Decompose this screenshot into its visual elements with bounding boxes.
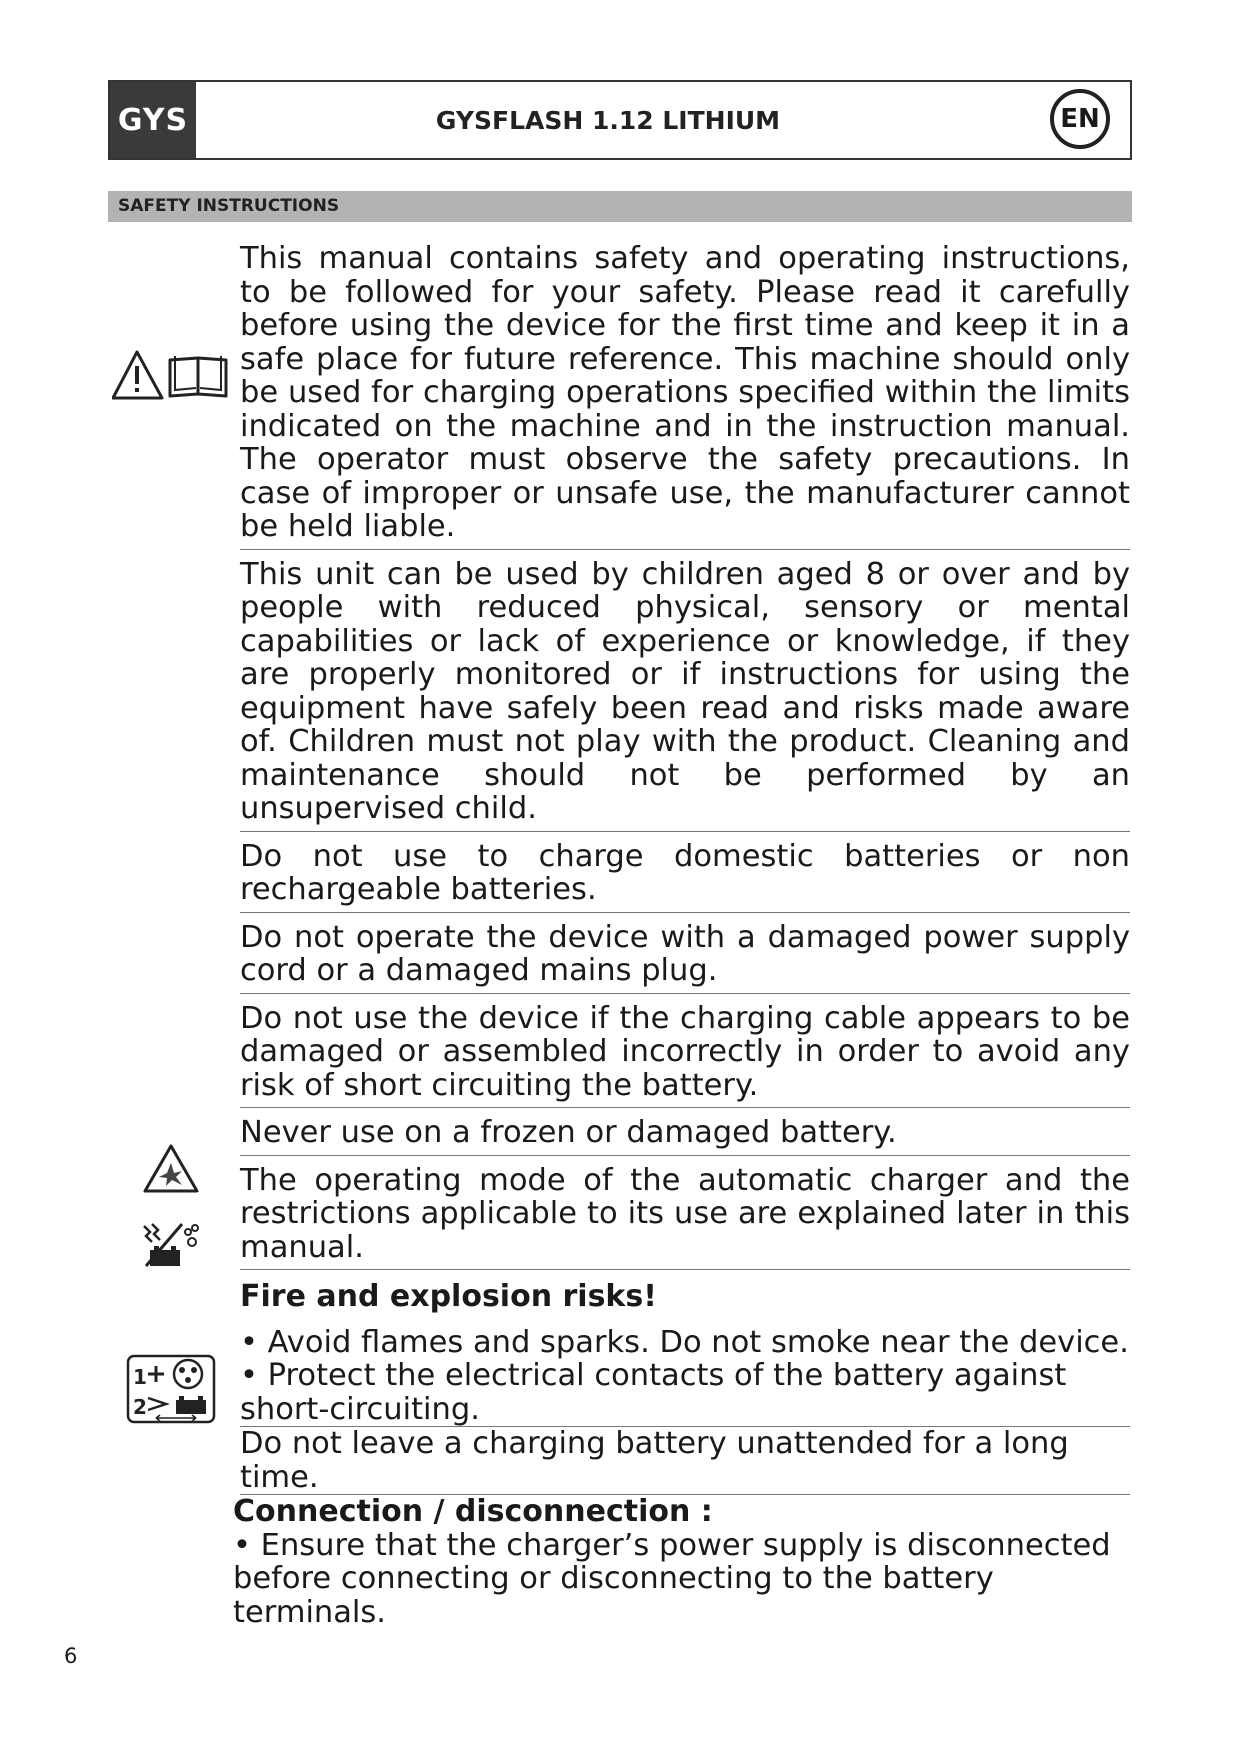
fire-bullet-short-circuit: • Protect the electrical contacts of the battery against short-circuiting. [240, 1359, 1130, 1427]
fire-risk-section [240, 1278, 1130, 1495]
children-notice-block [240, 558, 1130, 832]
icon-step-1: 1 [133, 1365, 147, 1389]
safety-instructions-body [233, 241, 1130, 1630]
explosion-warning-icon [142, 1143, 200, 1195]
document-header [108, 80, 1132, 160]
page-number: 6 [64, 1644, 78, 1668]
no-flames-sparks-icon [140, 1220, 204, 1270]
paragraph-power-cord: Do not operate the device with a damaged power supply cord or a damaged mains plug. [240, 919, 1130, 988]
connection-sequence-icon [126, 1354, 216, 1424]
battery-type-notice-block [240, 840, 1130, 913]
paragraph-manual-notice: This manual contains safety and operating instructions, to be followed for your safety. Please read it carefully before using the device for the first time and keep it in a safe place for future reference. This machine should only be used for charging operations specified within the limits indicated on the machine and in the instruction manual. The operator must observe the safety precautions. In case of improper or unsafe use, the manufacturer cannot be held liable. [240, 241, 1130, 544]
icon-step-2: 2 [133, 1395, 147, 1419]
fire-risk-title: Fire and explosion risks! [240, 1279, 657, 1314]
connection-title: Connection / disconnection : [233, 1494, 713, 1529]
fire-bullet-flames: • Avoid flames and sparks. Do not smoke near the device. [240, 1324, 1129, 1360]
power-cord-notice-block [240, 921, 1130, 994]
connection-bullet: • Ensure that the charger’s power supply is disconnected before connecting or disconnecting to the battery terminals. [233, 1527, 1111, 1630]
fire-note-unattended: Do not leave a charging battery unattended for a long time. [240, 1427, 1130, 1495]
connection-section [233, 1495, 1130, 1629]
product-title: GYSFLASH 1.12 LITHIUM [435, 105, 781, 135]
paragraph-operating-mode: The operating mode of the automatic charger and the restrictions applicable to its use are explained later in this manual. [240, 1162, 1130, 1265]
brand-logo: GYS [110, 82, 196, 158]
charging-cable-notice-block [240, 1002, 1130, 1109]
frozen-battery-notice-block [240, 1116, 1130, 1156]
warning-read-manual-icon [112, 350, 230, 402]
language-badge: EN [1050, 89, 1110, 149]
paragraph-charging-cable: Do not use the device if the charging cable appears to be damaged or assembled incorrectly in order to avoid any risk of short circuiting the battery. [240, 1000, 1130, 1103]
paragraph-frozen-battery: Never use on a frozen or damaged battery. [240, 1115, 897, 1150]
manual-notice-block [240, 242, 1130, 550]
paragraph-battery-type: Do not use to charge domestic batteries or non rechargeable batteries. [240, 838, 1130, 907]
paragraph-children-notice: This unit can be used by children aged 8 or over and by people with reduced physical, sensory or mental capabilities or lack of experience or knowledge, if they are properly monitored or if instructions for using the equipment have safely been read and risks made aware of. Children must not play with the product. Cleaning and maintenance should not be performed by an unsupervised child. [240, 556, 1130, 826]
section-heading: SAFETY INSTRUCTIONS [108, 191, 1132, 222]
operating-mode-notice-block [240, 1164, 1130, 1271]
